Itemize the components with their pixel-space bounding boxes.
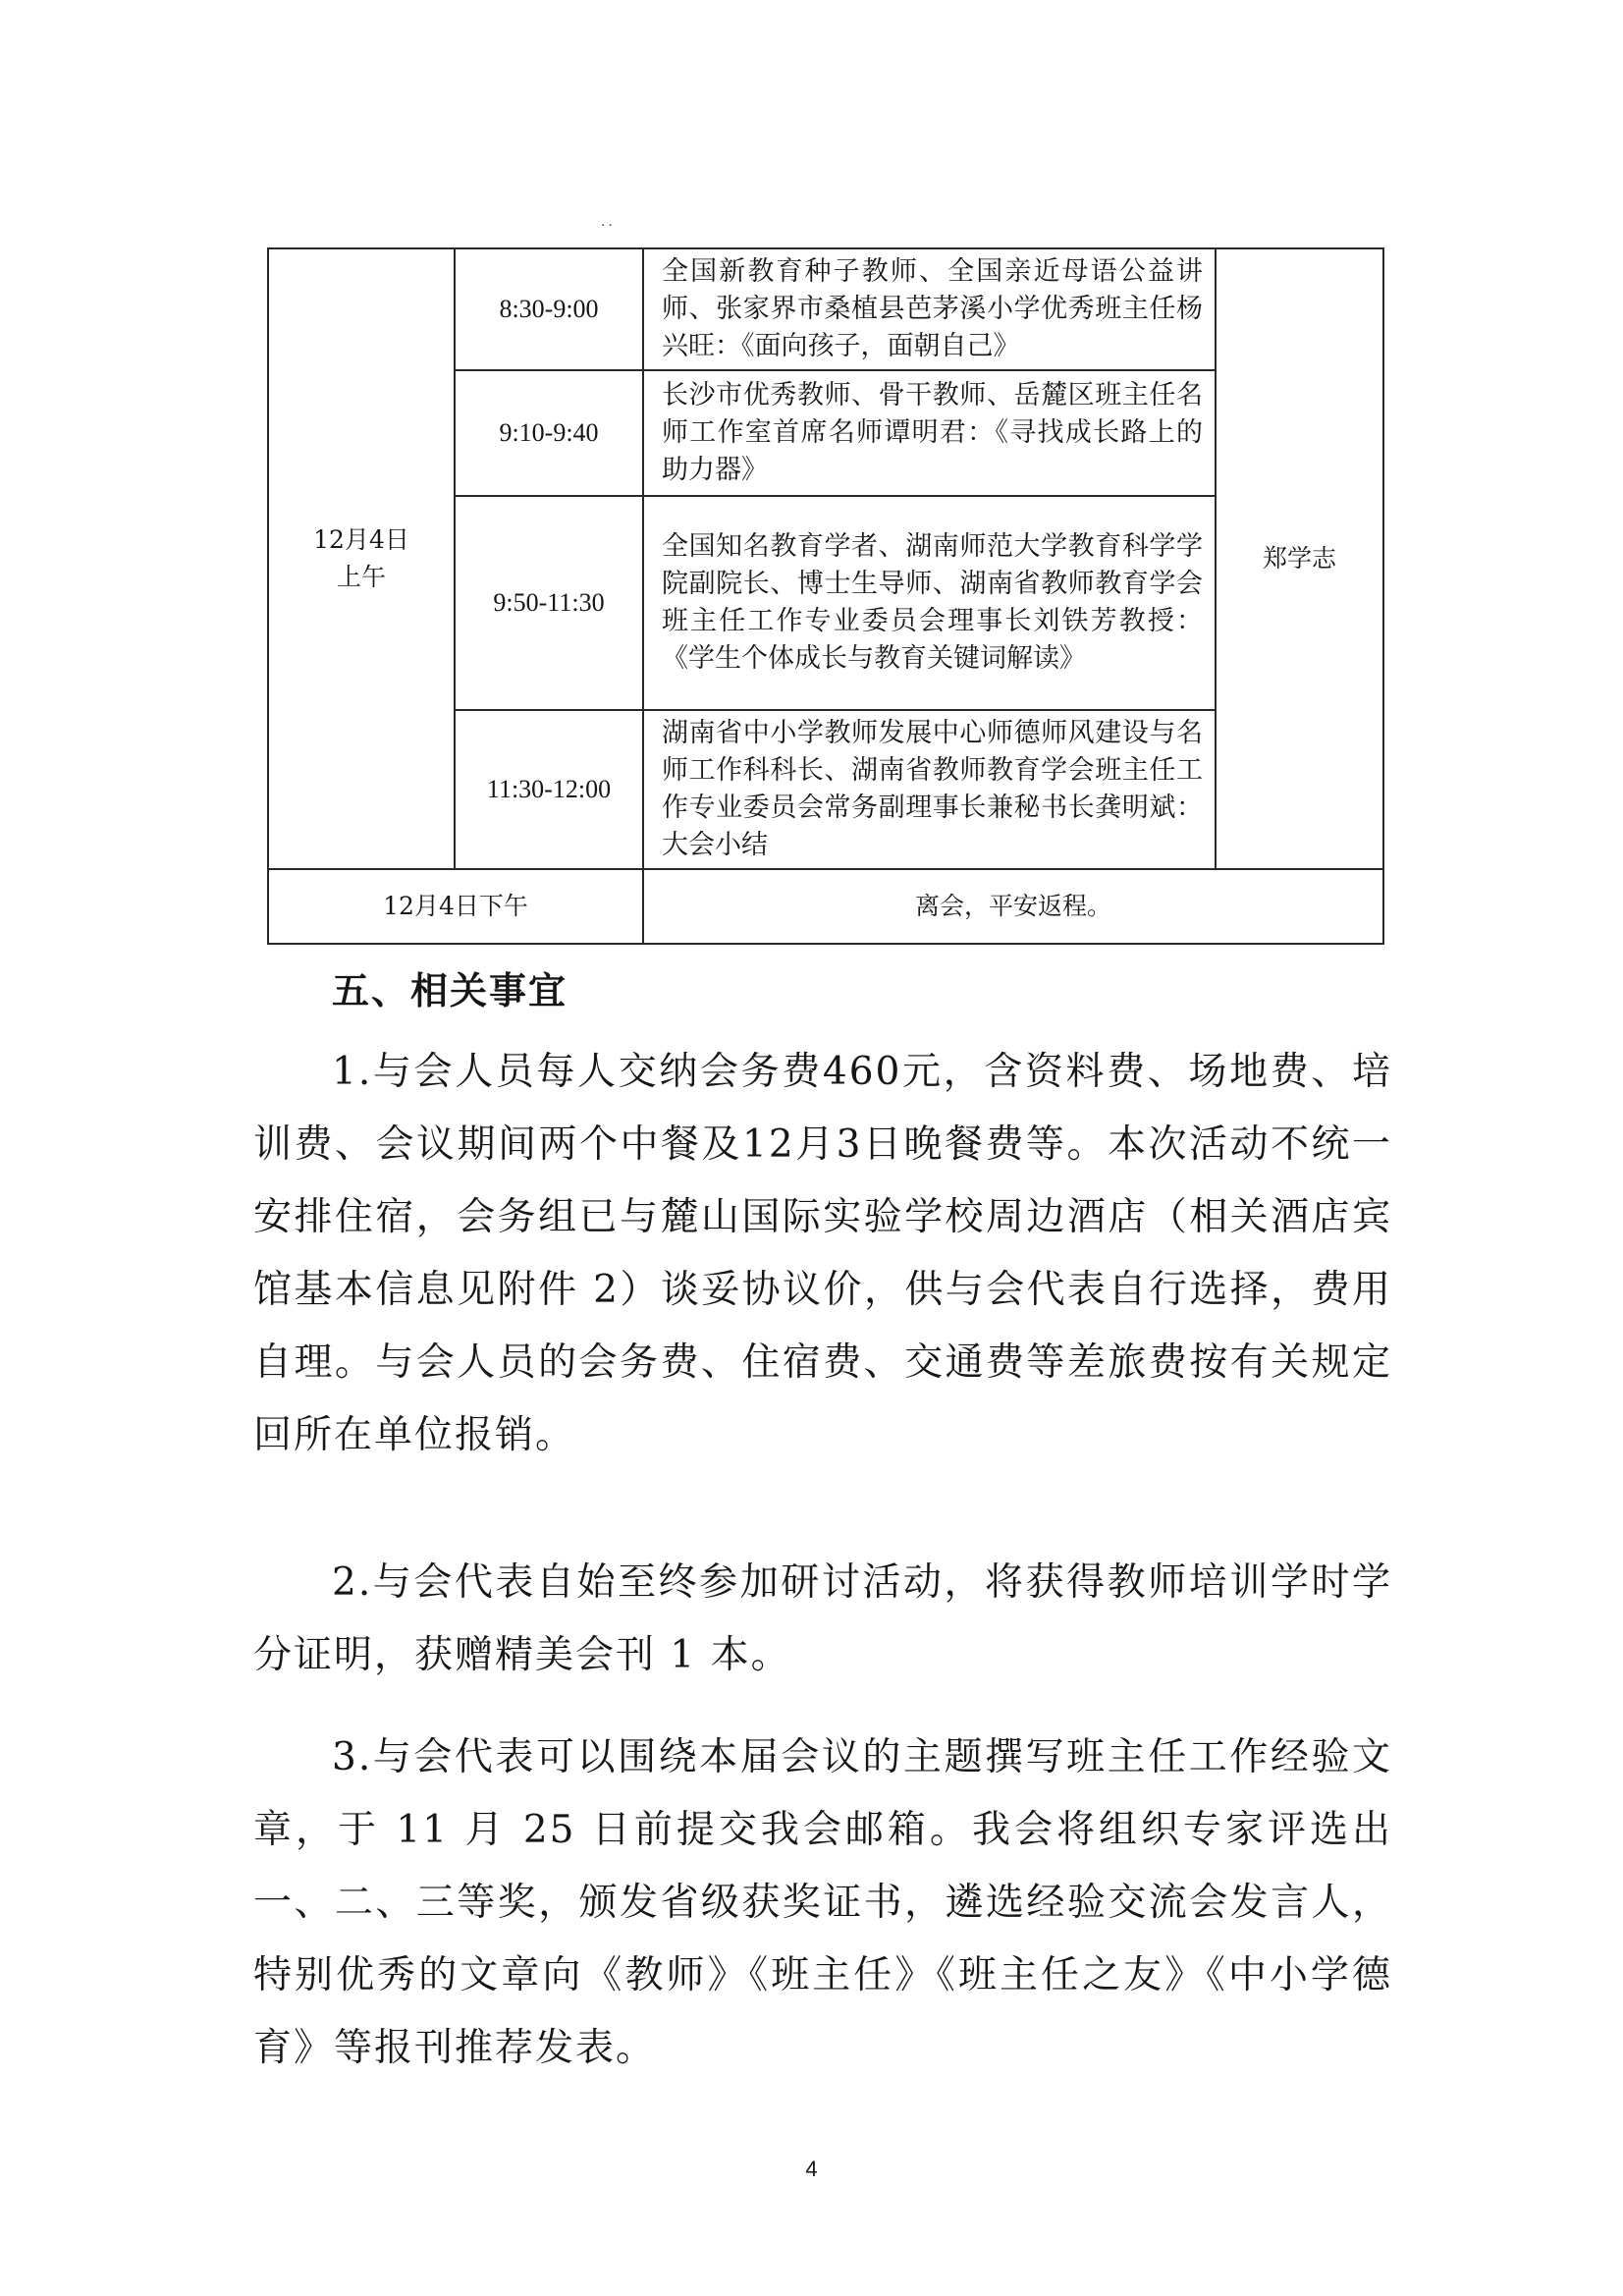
table-row	[268, 248, 1383, 370]
session-content: 全国知名教育学者、湖南师范大学教育科学学院副院长、博士生导师、湖南省教师教育学会班主任工作专业委员会理事长刘铁芳教授：《学生个体成长与教育关键词解读》	[643, 496, 1216, 710]
session-content: 全国新教育种子教师、全国亲近母语公益讲师、张家界市桑植县芭茅溪小学优秀班主任杨兴旺：《面向孩子，面朝自己》	[643, 248, 1216, 370]
host-cell	[1216, 248, 1383, 869]
schedule-table	[267, 247, 1384, 945]
session-time: 8:30-9:00	[455, 248, 643, 370]
paragraph-credits: 2.与会代表自始至终参加研讨活动，将获得教师培训学时学分证明，获赠精美会刊 1 本。	[253, 1560, 1392, 1677]
section-heading: 五、相关事宜	[332, 969, 568, 1012]
afternoon-content: 离会，平安返程。	[643, 869, 1383, 944]
session-time: 9:50-11:30	[455, 496, 643, 710]
morning-date-cell	[268, 248, 455, 869]
paragraph-articles: 3.与会代表可以围绕本届会议的主题撰写班主任工作经验文章，于 11 月 25 日前提交我会邮箱。我会将组织专家评选出一、二、三等奖，颁发省级获奖证书，遴选经验交流会发言人，特别优秀的文章向《教师》《班主任》《班主任之友》《中小学德育》等报刊推荐发表。	[253, 1735, 1392, 2070]
table-row	[268, 869, 1383, 944]
page-number: 4	[805, 2157, 818, 2181]
scan-artifact: ··	[601, 218, 616, 234]
paragraph-fees: 1.与会人员每人交纳会务费460元，含资料费、场地费、培训费、会议期间两个中餐及12月3日晚餐费等。本次活动不统一安排住宿，会务组已与麓山国际实验学校周边酒店（相关酒店宾馆基本信息见附件 2）谈妥协议价，供与会代表自行选择，费用自理。与会人员的会务费、住宿费、交通费等差旅费按有关规定回所在单位报销。	[253, 1050, 1392, 1457]
host-name: 郑学志	[1262, 544, 1336, 573]
session-time: 11:30-12:00	[455, 710, 643, 869]
session-content: 湖南省中小学教师发展中心师德师风建设与名师工作科科长、湖南省教师教育学会班主任工作专业委员会常务副理事长兼秘书长龚明斌：大会小结	[643, 710, 1216, 869]
session-time: 9:10-9:40	[455, 370, 643, 496]
morning-date-label: 12月4日 上午	[313, 525, 409, 591]
session-content: 长沙市优秀教师、骨干教师、岳麓区班主任名师工作室首席名师谭明君：《寻找成长路上的助力器》	[643, 370, 1216, 496]
afternoon-date: 12月4日下午	[268, 869, 643, 944]
